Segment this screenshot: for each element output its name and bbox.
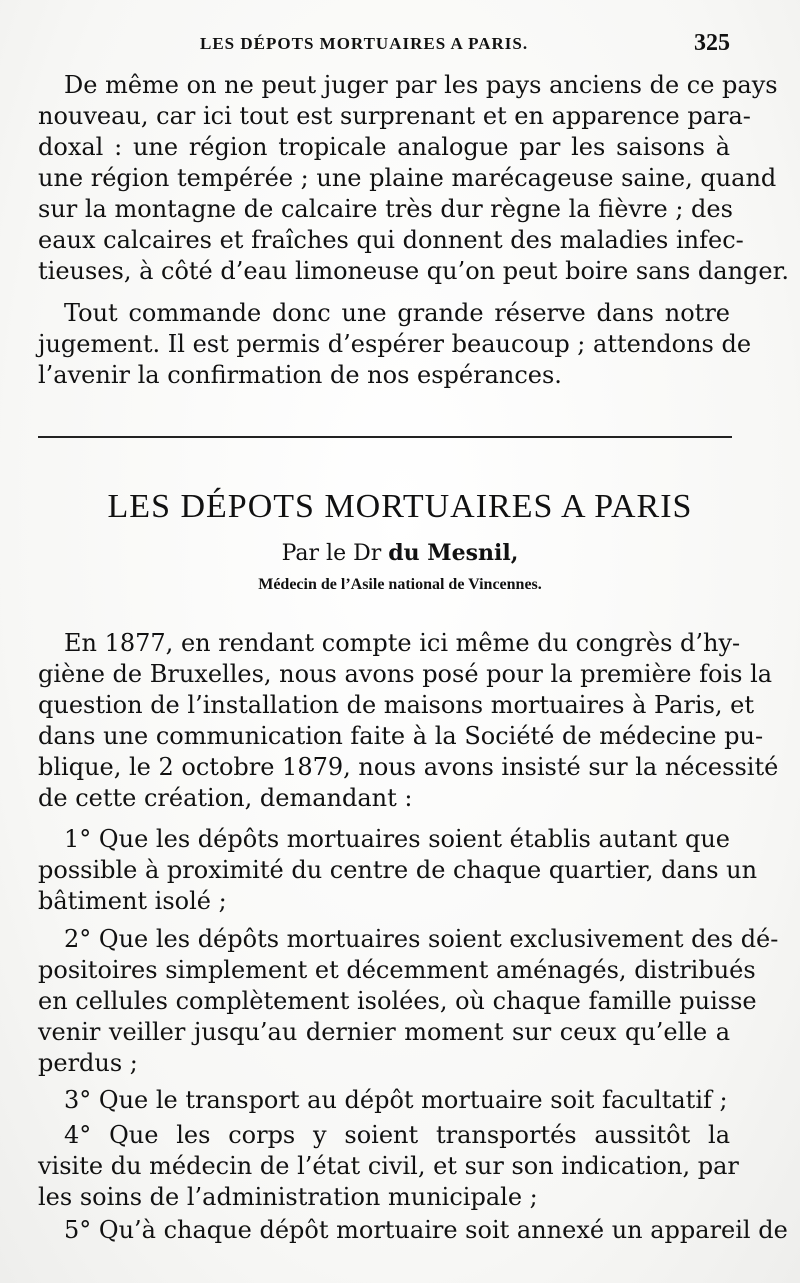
running-title: LES DÉPOTS MORTUAIRES A PARIS.: [200, 34, 529, 53]
list-item-1: [38, 824, 758, 917]
article-paragraph-1: [38, 628, 779, 814]
list-item-3: [38, 1085, 730, 1116]
text-line: perdus ;: [38, 1049, 138, 1077]
text-line: giène de Bruxelles, nous avons posé pour la première fois la: [38, 660, 773, 688]
text-line: blique, le 2 octobre 1879, nous avons insisté sur la nécessité: [38, 753, 779, 781]
text-line: tieuses, à côté d’eau limoneuse qu’on peut boire sans danger.: [38, 257, 790, 285]
article-title: LES DÉPOTS MORTUAIRES A PARIS: [107, 488, 693, 525]
text-line: doxal : une région tropicale analogue par les saisons à: [38, 133, 730, 161]
text-line: dans une communication faite à la Société de médecine pu-: [38, 722, 764, 750]
text-line: nouveau, car ici tout est surprenant et en apparence para-: [38, 102, 751, 130]
text-line: sur la montagne de calcaire très dur règne la fièvre ; des: [38, 195, 733, 223]
text-line: possible à proximité du centre de chaque quartier, dans un: [38, 856, 758, 884]
text-line: 1° Que les dépôts mortuaires soient établis autant que: [64, 825, 730, 853]
text-line: venir veiller jusqu’au dernier moment sur ceux qu’elle a: [38, 1018, 730, 1046]
intro-paragraph-1: [38, 70, 790, 287]
text-line: eaux calcaires et fraîches qui donnent des maladies infec-: [38, 226, 744, 254]
text-line: les soins de l’administration municipale ;: [38, 1183, 538, 1211]
section-rule: [38, 436, 732, 438]
text-line: 4° Que les corps y soient transportés aussitôt la: [64, 1121, 730, 1149]
text-line: 3° Que le transport au dépôt mortuaire soit facultatif ;: [64, 1086, 728, 1114]
text-line: question de l’installation de maisons mortuaires à Paris, et: [38, 691, 754, 719]
byline: [0, 540, 800, 566]
text-line: 5° Qu’à chaque dépôt mortuaire soit annexé un appareil de: [64, 1216, 788, 1244]
text-line: En 1877, en rendant compte ici même du congrès d’hy-: [64, 629, 741, 657]
text-line: l’avenir la confirmation de nos espérances.: [38, 361, 562, 389]
text-line: de cette création, demandant :: [38, 784, 413, 812]
text-line: une région tempérée ; une plaine marécageuse saine, quand: [38, 164, 777, 192]
text-line: De même on ne peut juger par les pays anciens de ce pays: [64, 71, 778, 99]
intro-paragraph-2: [38, 298, 752, 391]
text-line: positoires simplement et décemment aménagés, distribués: [38, 956, 756, 984]
running-head: [0, 30, 800, 64]
list-item-4: [38, 1120, 739, 1213]
text-line: Tout commande donc une grande réserve dans notre: [64, 299, 730, 327]
byline-prefix: Par le Dr: [281, 541, 382, 566]
text-line: visite du médecin de l’état civil, et sur son indication, par: [38, 1152, 739, 1180]
author-affiliation: Médecin de l’Asile national de Vincennes.: [258, 576, 542, 593]
text-line: en cellules complètement isolées, où chaque famille puisse: [38, 987, 757, 1015]
list-item-2: [38, 924, 779, 1079]
text-line: bâtiment isolé ;: [38, 887, 227, 915]
text-line: 2° Que les dépôts mortuaires soient exclusivement des dé-: [64, 925, 779, 953]
author-name: du Mesnil,: [388, 540, 519, 566]
text-line: jugement. Il est permis d’espérer beaucoup ; attendons de: [38, 330, 752, 358]
list-item-5: [38, 1215, 788, 1246]
page-number: 325: [694, 30, 730, 56]
